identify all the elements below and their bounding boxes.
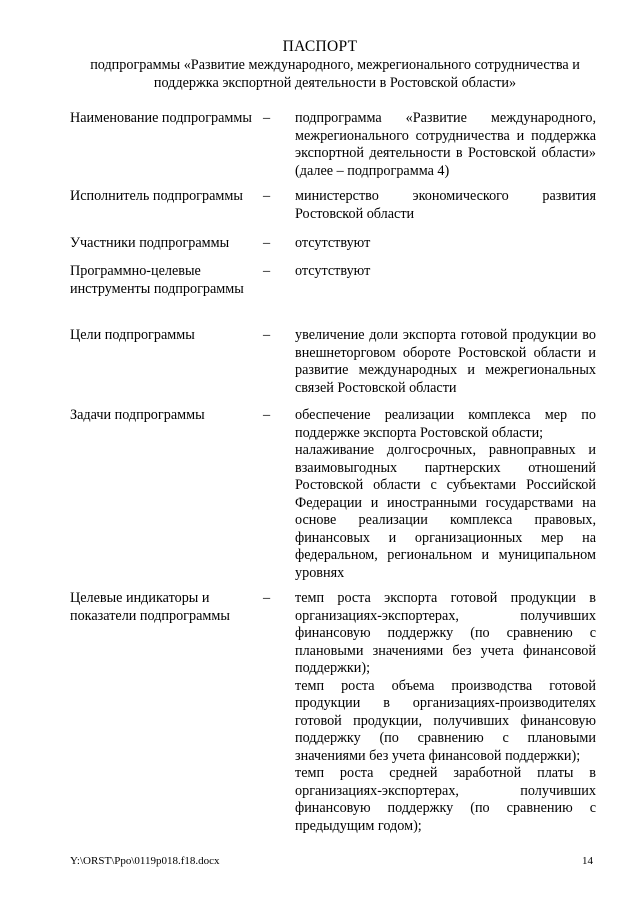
row-label: Целевые индикаторы и показатели подпрограммы [70, 590, 230, 624]
row-value-paragraph: увеличение доли экспорта готовой продукции во внешнеторговом обороте Ростовской области и развитие международных и межрегиональных связей Ростовской области [295, 327, 596, 396]
row-value-paragraph: темп роста средней заработной платы в организациях-экспортерах, получивших финансовую поддержку (по сравнению с предыдущим годом); [295, 765, 596, 834]
row-dash: – [263, 235, 271, 251]
row-value-paragraph: отсутствуют [295, 263, 371, 279]
row-value-paragraph: обеспечение реализации комплекса мер по поддержке экспорта Ростовской области; [295, 407, 596, 441]
row-dash: – [263, 590, 271, 606]
document-subtitle: подпрограммы «Развитие международного, межрегионального сотрудничества и поддержка экспортной деятельности в Ростовской области» [90, 57, 580, 91]
row-value-paragraph: подпрограмма «Развитие международного, межрегионального сотрудничества и поддержка экспортной деятельности в Ростовской области» (далее – подпрограмма 4) [295, 110, 596, 179]
row-label: Участники подпрограммы [70, 235, 230, 251]
footer-file-path: Y:\ORST\Ppo\0119p018.f18.docx [70, 855, 220, 867]
row-dash: – [263, 110, 271, 126]
row-value-paragraph: налаживание долгосрочных, равноправных и взаимовыгодных партнерских отношений Ростовской области с субъектами Российской Федерации и иностранными государствами на основе реализации комплекса правовых, финансовых и организационных мер на федеральном, региональном и муниципальном уровнях [295, 442, 596, 581]
row-value [295, 235, 596, 253]
row-label: Цели подпрограммы [70, 327, 195, 343]
row-value [295, 188, 596, 223]
row-label: Программно-целевые инструменты подпрограммы [70, 263, 244, 297]
row-dash: – [263, 188, 271, 204]
row-dash: – [263, 327, 271, 343]
row-value-paragraph: темп роста объема производства готовой продукции в организациях-производителях готовой продукции, получивших финансовую поддержку (по сравнению с плановыми значениями без учета финансовой поддержки); [295, 677, 596, 764]
row-value [295, 407, 596, 582]
row-value-paragraph: темп роста экспорта готовой продукции в организациях-экспортерах, получивших финансовую поддержку (по сравнению с плановыми значениями без учета финансовой поддержки); [295, 590, 596, 676]
row-value-paragraph: министерство экономического развития Ростовской области [295, 188, 596, 222]
row-value-paragraph: отсутствуют [295, 235, 371, 251]
row-value [295, 110, 596, 180]
row-label: Задачи подпрограммы [70, 407, 205, 423]
row-value [295, 263, 596, 281]
document-title: ПАСПОРТ [282, 38, 358, 55]
footer-page-number: 14 [582, 855, 593, 867]
row-label: Исполнитель подпрограммы [70, 188, 243, 204]
row-value [295, 590, 596, 835]
row-dash: – [263, 263, 271, 279]
row-label: Наименование подпрограммы [70, 110, 252, 126]
row-value [295, 327, 596, 397]
row-dash: – [263, 407, 271, 423]
